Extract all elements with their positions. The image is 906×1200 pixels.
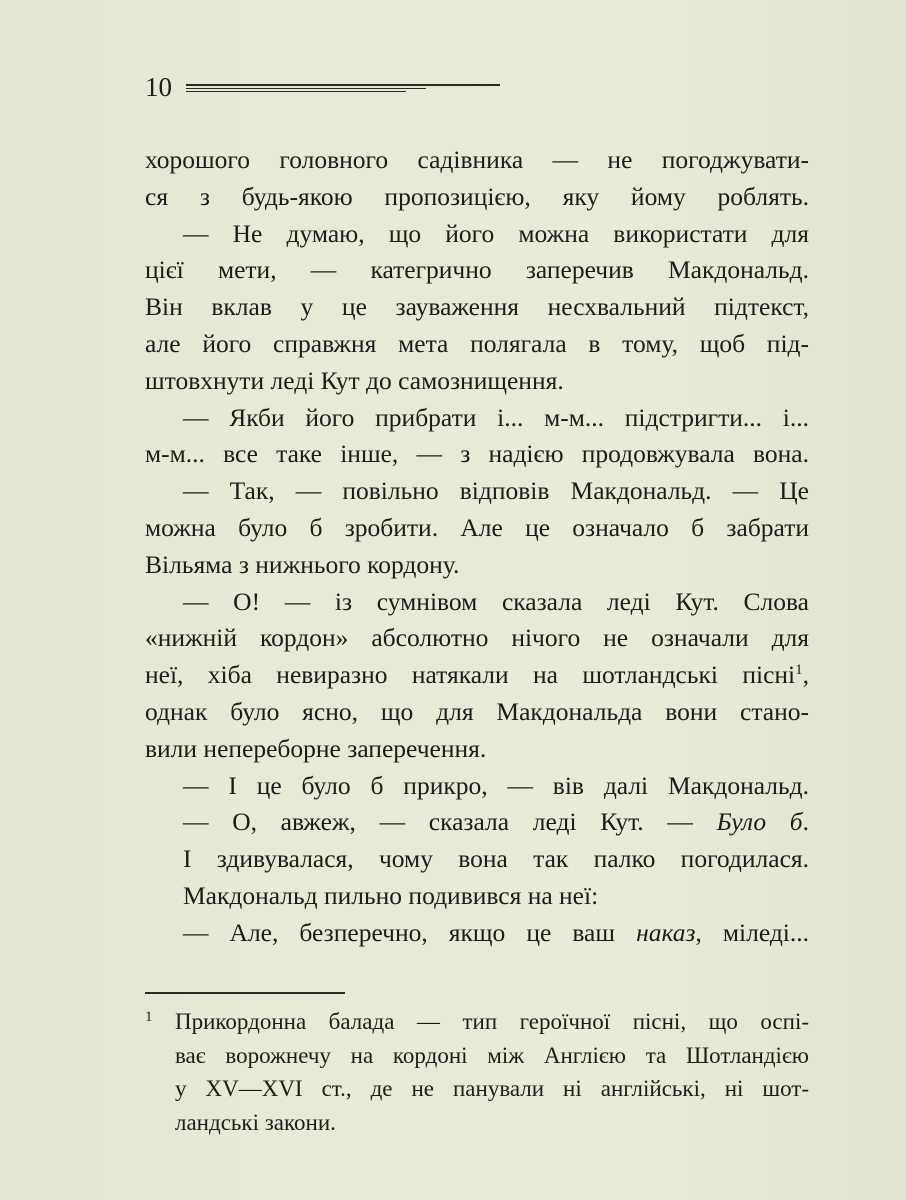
footnote-reference: 1: [795, 662, 803, 679]
text-segment: — О, авжеж, — сказала леді Кут. —: [183, 807, 717, 837]
text-line: — Не думаю, що його можна використати для: [183, 218, 809, 248]
text-line: м-м... все таке інше, — з надією продовжувала вона.: [145, 439, 809, 469]
text-line: Вільяма з нижнього кордону.: [145, 549, 460, 579]
footnote-line: у XV—XVI ст., де не панували ні англійські, ні шот-: [175, 1076, 809, 1101]
footnote-line: ландські закони.: [175, 1109, 336, 1135]
text-segment: неї, хіба невиразно натякали на шотландські пісні: [145, 660, 796, 690]
emphasis: Було б: [716, 807, 803, 837]
text-line: — І це було б прикро, — вів далі Макдональд.: [183, 770, 809, 800]
text-line: цієї мети, — категрично заперечив Макдональд.: [145, 255, 809, 285]
text-line: але його справжня мета полягала в тому, щоб під-: [145, 328, 809, 358]
text-line: хорошого головного садівника — не погоджувати-: [145, 145, 809, 174]
text-line: однак було ясно, що для Макдональда вони стано-: [145, 696, 809, 726]
footnote-text: [175, 1005, 809, 1139]
text-segment: — Але, безперечно, якщо це ваш: [183, 917, 637, 947]
emphasis: наказ: [636, 917, 696, 947]
text-line: Він вклав у це зауваження несхвальний підтекст,: [145, 292, 809, 322]
footnote-mark: 1: [145, 1009, 153, 1025]
text-line: можна було б зробити. Але це означало б забрати: [145, 512, 809, 542]
text-line: «нижній кордон» абсолютно нічого не означали для: [145, 623, 809, 653]
page-number: 10: [145, 72, 172, 102]
header-rule: [186, 82, 500, 96]
text-line: вили непереборне заперечення.: [145, 733, 487, 763]
text-line: [145, 657, 809, 694]
text-line: — Якби його прибрати і... м-м... підстригти... і...: [183, 402, 809, 432]
text-line: Макдональд пильно подивився на неї:: [183, 880, 599, 910]
footnote-line: ває ворожнечу на кордоні між Англією та Шотландією: [175, 1042, 809, 1068]
footnote-line: Прикордонна балада — тип героїчної пісні, що оспі-: [175, 1009, 809, 1034]
text-segment: , міледі...: [695, 917, 809, 947]
text-line: І здивувалася, чому вона так палко погодилася.: [183, 844, 809, 874]
footnote-rule: [145, 992, 345, 994]
text-line: штовхнути леді Кут до самознищення.: [145, 365, 564, 395]
text-line: — Так, — повільно відповів Макдональд. — Це: [183, 476, 809, 506]
text-line: — О! — із сумнівом сказала леді Кут. Слова: [183, 586, 809, 616]
text-segment: .: [802, 807, 809, 837]
text-segment: ,: [802, 660, 809, 690]
text-line: [145, 804, 809, 841]
body-text: [145, 142, 809, 952]
text-line: ся з будь-якою пропозицією, яку йому роблять.: [145, 181, 809, 211]
text-line: [145, 915, 809, 952]
